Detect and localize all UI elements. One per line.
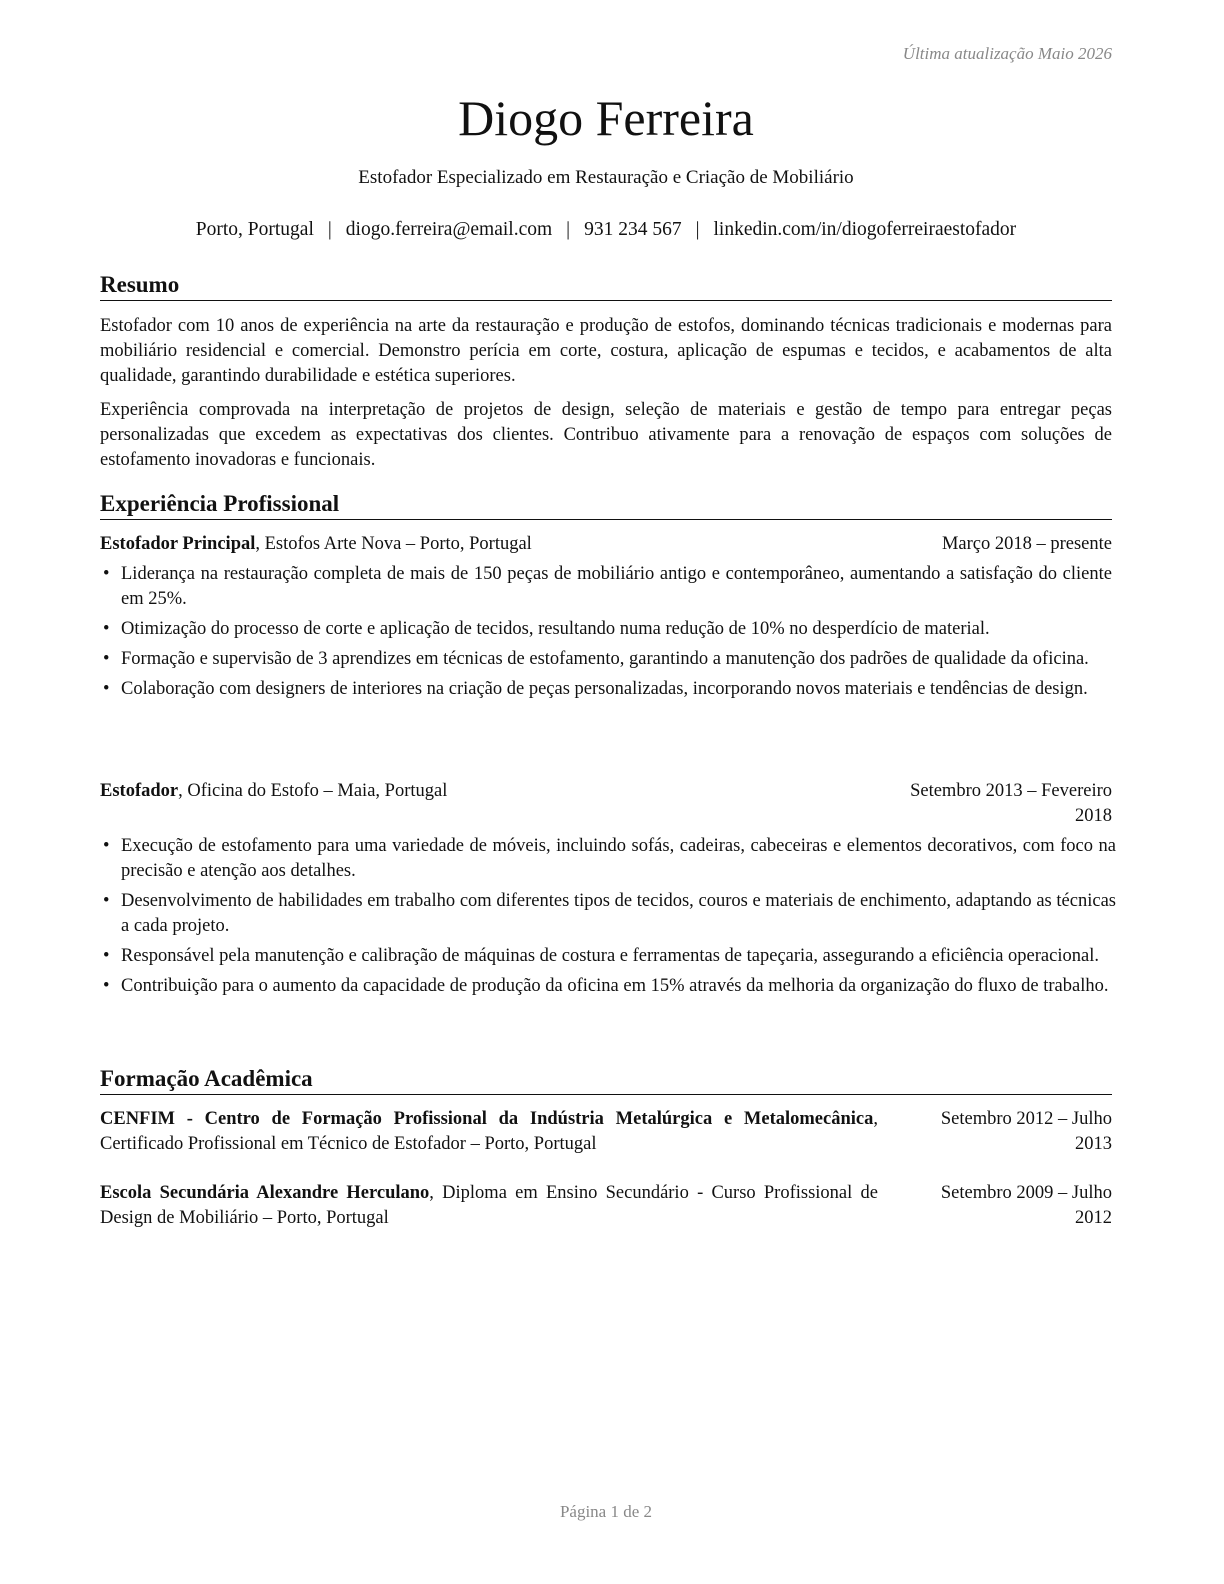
education-institution: CENFIM - Centro de Formação Profissional da Indústria Metalúrgica e Metalomecânica (100, 1109, 874, 1129)
education-details: , Certificado Profissional em Técnico de Estofador – Porto, Portugal (100, 1109, 878, 1154)
education-dates-line: 2013 (1075, 1134, 1112, 1154)
contact-linkedin[interactable]: linkedin.com/in/diogoferreiraestofador (713, 219, 1017, 240)
section-title-summary: Resumo (100, 271, 1112, 301)
summary-paragraph: Estofador com 10 anos de experiência na arte da restauração e produção de estofos, dominando técnicas tradicionais e modernas para mobiliário residencial e comercial. Demonstro perícia em corte, costura, aplicação de espumas e tecidos, e acabamentos de alta qualidade, garantindo durabilidade e estética superiores. (100, 316, 1112, 386)
job-details: , Estofos Arte Nova – Porto, Portugal (255, 534, 532, 554)
contact-email[interactable]: diogo.ferreira@email.com (345, 219, 553, 240)
list-item: • Execução de estofamento para uma variedade de móveis, incluindo sofás, cadeiras, cabeceiras e elementos decorativos, com foco na precisão e atenção aos detalhes. (103, 836, 1116, 881)
job-dates-line: Setembro 2013 – Fevereiro (910, 781, 1112, 801)
job-role: Estofador Principal (100, 534, 256, 554)
education-dates-line: Setembro 2009 – Julho (940, 1183, 1112, 1203)
summary-paragraph: Experiência comprovada na interpretação de projetos de design, seleção de materiais e gestão de tempo para entregar peças personalizadas que excedem as expectativas dos clientes. Contribuo ativamente para a renovação de espaços com soluções de estofamento inovadoras e funcionais. (100, 400, 1112, 470)
education-institution: Escola Secundária Alexandre Herculano (100, 1183, 430, 1203)
job-details: , Oficina do Estofo – Maia, Portugal (178, 781, 448, 801)
contact-separator: | (695, 219, 700, 240)
contact-location: Porto, Portugal (195, 219, 314, 240)
job-dates: Março 2018 – presente (941, 534, 1112, 554)
education-description (100, 1107, 878, 1157)
list-item: • Formação e supervisão de 3 aprendizes em técnicas de estofamento, garantindo a manutenção dos padrões de qualidade da oficina. (103, 649, 1089, 669)
bullet-text: Execução de estofamento para uma variedade de móveis, incluindo sofás, cadeiras, cabeceiras e elementos decorativos, com foco na precisão e atenção aos detalhes. (121, 836, 1116, 881)
job-header (100, 779, 1112, 826)
job-header (100, 532, 1112, 557)
contact-line (100, 219, 1112, 241)
candidate-subtitle: Estofador Especializado em Restauração e Criação de Mobiliário (358, 167, 854, 188)
job-dates-line: 2018 (1075, 806, 1112, 826)
bullet-text: Contribuição para o aumento da capacidade de produção da oficina em 15% através da melhoria da organização do fluxo de trabalho. (121, 976, 1109, 996)
section-title-education: Formação Acadêmica (100, 1065, 1112, 1095)
list-item: • Responsável pela manutenção e calibração de máquinas de costura e ferramentas de tapeçaria, assegurando a eficiência operacional. (103, 946, 1099, 966)
bullet-text: Formação e supervisão de 3 aprendizes em técnicas de estofamento, garantindo a manutenção dos padrões de qualidade da oficina. (121, 649, 1089, 669)
bullet-text: Otimização do processo de corte e aplicação de tecidos, resultando numa redução de 10% no desperdício de material. (121, 619, 990, 639)
list-item: • Contribuição para o aumento da capacidade de produção da oficina em 15% através da melhoria da organização do fluxo de trabalho. (103, 976, 1109, 996)
list-item: • Otimização do processo de corte e aplicação de tecidos, resultando numa redução de 10% no desperdício de material. (103, 619, 990, 639)
page-number: Página 1 de 2 (559, 1502, 653, 1521)
contact-separator: | (566, 219, 571, 240)
education-dates-line: 2012 (1075, 1208, 1112, 1228)
job-bullet-list (100, 562, 1112, 702)
education-details: , Diploma em Ensino Secundário - Curso Profissional de Design de Mobiliário – Porto, Portugal (100, 1183, 878, 1228)
bullet-text: Liderança na restauração completa de mais de 150 peças de mobiliário antigo e contemporâneo, aumentando a satisfação do cliente em 25%. (121, 564, 1112, 609)
education-dates (878, 1181, 1112, 1231)
bullet-text: Responsável pela manutenção e calibração de máquinas de costura e ferramentas de tapeçaria, assegurando a eficiência operacional. (121, 946, 1099, 966)
list-item: • Desenvolvimento de habilidades em trabalho com diferentes tipos de tecidos, couros e materiais de enchimento, adaptando as técnicas a cada projeto. (103, 891, 1116, 936)
bullet-text: Colaboração com designers de interiores na criação de peças personalizadas, incorporando novos materiais e tendências de design. (121, 679, 1088, 699)
section-title-experience: Experiência Profissional (100, 490, 1112, 520)
job-bullet-list (100, 834, 1116, 999)
job-dates (910, 779, 1112, 829)
contact-separator: | (327, 219, 332, 240)
list-item: • Colaboração com designers de interiores na criação de peças personalizadas, incorporando novos materiais e tendências de design. (103, 679, 1088, 699)
bullet-text: Desenvolvimento de habilidades em trabalho com diferentes tipos de tecidos, couros e materiais de enchimento, adaptando as técnicas a cada projeto. (121, 891, 1116, 936)
last-updated-note: Última atualização Maio 2026 (902, 44, 1112, 63)
education-description (100, 1181, 878, 1231)
education-dates-line: Setembro 2012 – Julho (940, 1109, 1112, 1129)
list-item: • Liderança na restauração completa de mais de 150 peças de mobiliário antigo e contemporâneo, aumentando a satisfação do cliente em 25%. (103, 564, 1112, 609)
job-role: Estofador (100, 781, 179, 801)
resume-page (100, 0, 1116, 1584)
contact-phone[interactable]: 931 234 567 (584, 219, 682, 240)
candidate-name: Diogo Ferreira (458, 90, 754, 146)
education-dates (878, 1107, 1112, 1157)
